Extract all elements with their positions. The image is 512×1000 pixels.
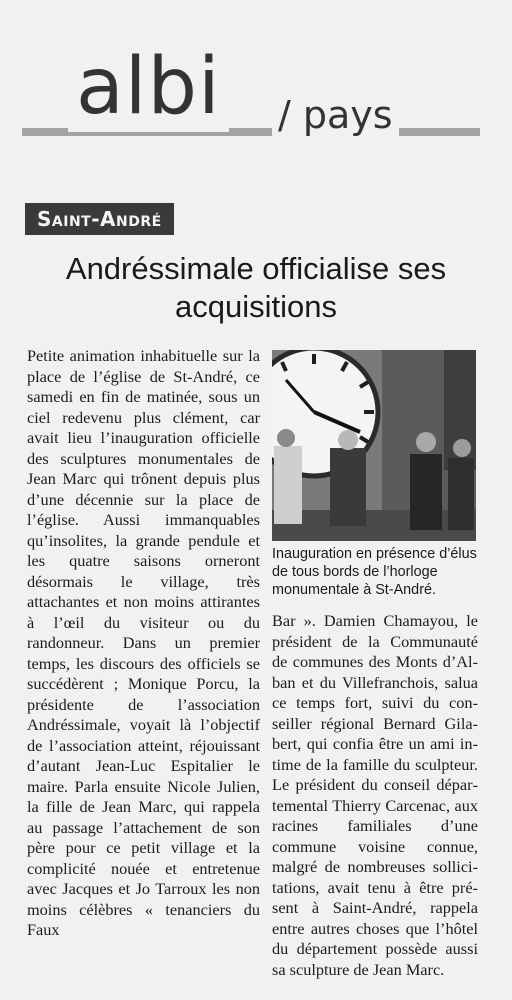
sub-section-name: / pays bbox=[272, 93, 399, 137]
article-body-column-left: Petite animation inhabituelle sur la place de l’église de St-André, ce samedi en fin de matinée, sous un ciel redevenu plus clément, car avait lieu l’inauguration officielle des sculptures monumentales de Jean Marc qui trônent depuis plus d’une décennie sur la place de l’église. Aussi immanquables qu’insolites, la grande pendule et les quatre saisons orneront désormais le village, très attachantes et non moins attirantes à l’œil du visiteur ou du randonneur. Dans un premier temps, les discours des officiels se succédèrent ; Monique Porcu, la présidente de l’association Andréssimale, voyait là l’objectif de l’association atteint, réjouissant d’autant Jean-Luc Espitalier le maire. Parla ensuite Nicole Julien, la fille de Jean Marc, qui rappela au passage l’attachement de son père pour ce petit village et la complicité nouée et entretenue avec Jacques et Jo Tarroux les non moins célèbres « tenanciers du Faux bbox=[27, 346, 260, 939]
location-kicker: Saint-André bbox=[25, 203, 174, 235]
photo-caption: Inauguration en présence d’élus de tous bords de l’horloge monumentale à St-André. bbox=[272, 546, 477, 598]
section-header bbox=[0, 0, 512, 170]
article-headline: Andréssimale officialise ses acquisitions bbox=[65, 251, 447, 324]
article-body-column-right: Bar ». Damien Chamayou, le président de la Communauté de communes des Monts d’Alban et du Villefranchois, salua ce temps fort, suivi du conseiller régional Bernard Gilabert, qui confia être un ami intime de la famille du sculpteur. Le président du conseil départemental Thierry Carcenac, aux racines familiales d’une commune voisine connue, malgré de nombreuses sollicitations, avait tenu à être présent à Saint-André, rappela entre autres choses que l’hôtel du département possède aussi sa sculpture de Jean Marc. bbox=[272, 611, 478, 979]
article-photo bbox=[272, 350, 476, 541]
section-name: albi bbox=[68, 42, 229, 132]
